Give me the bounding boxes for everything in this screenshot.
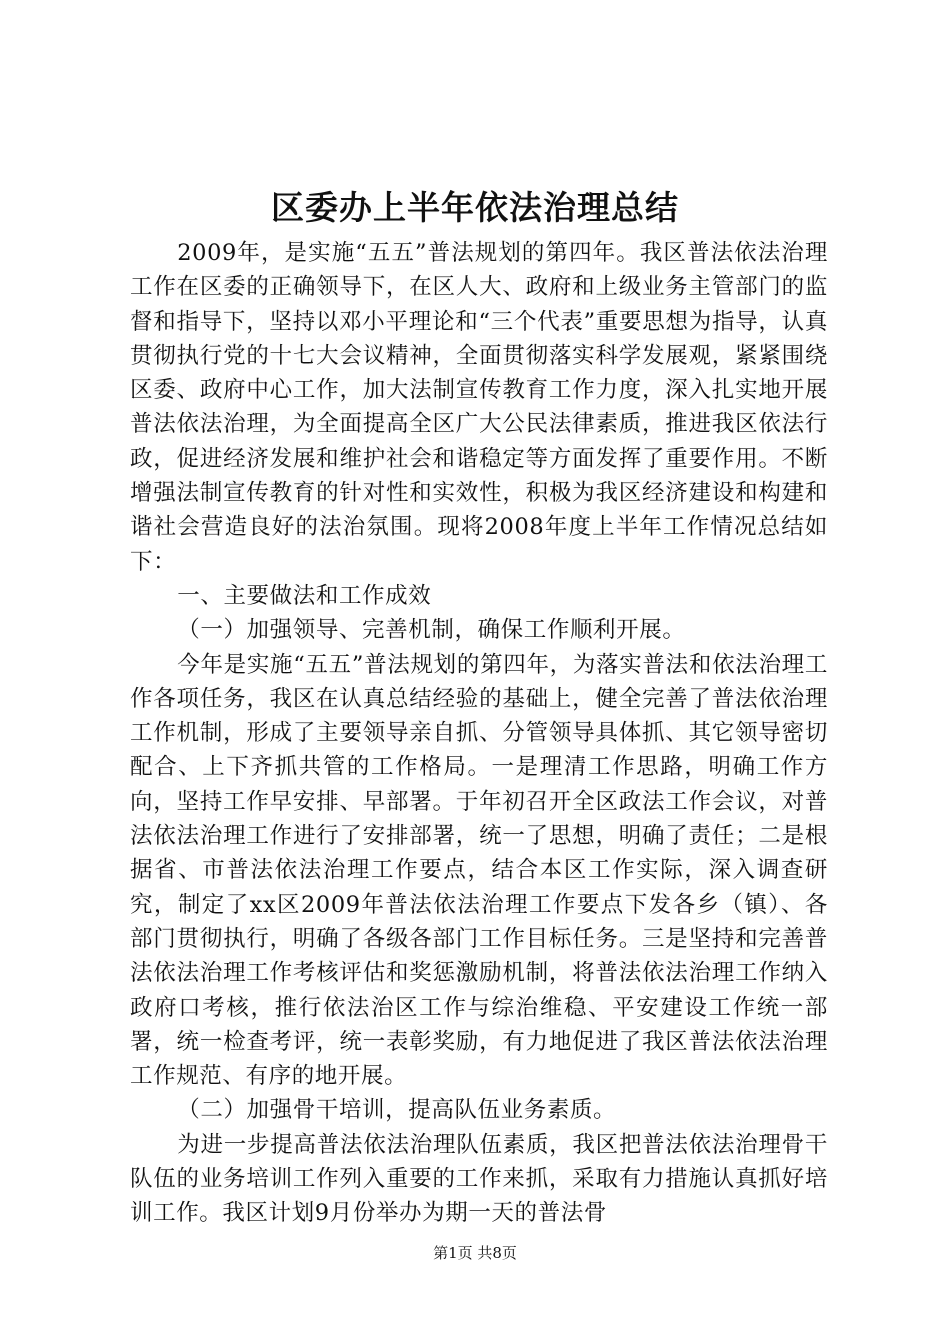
page-footer: 第1页 共8页 [433, 1244, 517, 1262]
subsection-heading-2: （二）加强骨干培训，提高队伍业务素质。 [177, 1097, 617, 1124]
paragraph-section-1: 今年是实施“五五”普法规划的第四年，为落实普法和依法治理工作各项任务，我区在认真总结经验的基础上，健全完善了普法依治理工作机制，形成了主要领导亲自抓、分管领导具体抓、其它领导密切配合、上下齐抓共管的工作格局。一是理清工作思路，明确工作方向，坚持工作早安排、早部署。于年初召开全区政法工作会议，对普法依法治理工作进行了安排部署，统一了思想，明确了责任；二是根据省、市普法依法治理工作要点，结合本区工作实际，深入调查研究，制定了xx区2009年普法依法治理工作要点下发各乡（镇）、各部门贯彻执行，明确了各级各部门工作目标任务。三是坚持和完善普法依法治理工作考核评估和奖惩激励机制，将普法依法治理工作纳入政府口考核，推行依法治区工作与综治维稳、平安建设工作统一部署，统一检查考评，统一表彰奖励，有力地促进了我区普法依法治理工作规范、有序的地开展。 [130, 651, 828, 1090]
paragraph-section-2: 为进一步提高普法依法治理队伍素质，我区把普法依法治理骨干队伍的业务培训工作列入重要的工作来抓，采取有力措施认真抓好培训工作。我区计划9月份举办为期一天的普法骨 [130, 1131, 828, 1227]
section-heading: 一、主要做法和工作成效 [177, 582, 432, 609]
document-body [130, 236, 828, 1231]
subsection-heading-1: （一）加强领导、完善机制，确保工作顺利开展。 [177, 617, 686, 644]
paragraph-intro: 2009年，是实施“五五”普法规划的第四年。我区普法依法治理工作在区委的正确领导下，在区人大、政府和上级业务主管部门的监督和指导下，坚持以邓小平理论和“三个代表”重要思想为指导，认真贯彻执行党的十七大会议精神，全面贯彻落实科学发展观，紧紧围绕区委、政府中心工作，加大法制宣传教育工作力度，深入扎实地开展普法依法治理，为全面提高全区广大公民法律素质，推进我区依法行政，促进经济发展和维护社会和谐稳定等方面发挥了重要作用。不断增强法制宣传教育的针对性和实效性，积极为我区经济建设和构建和谐社会营造良好的法治氛围。现将2008年度上半年工作情况总结如下： [130, 240, 828, 575]
document-title: 区委办上半年依法治理总结 [271, 188, 679, 227]
